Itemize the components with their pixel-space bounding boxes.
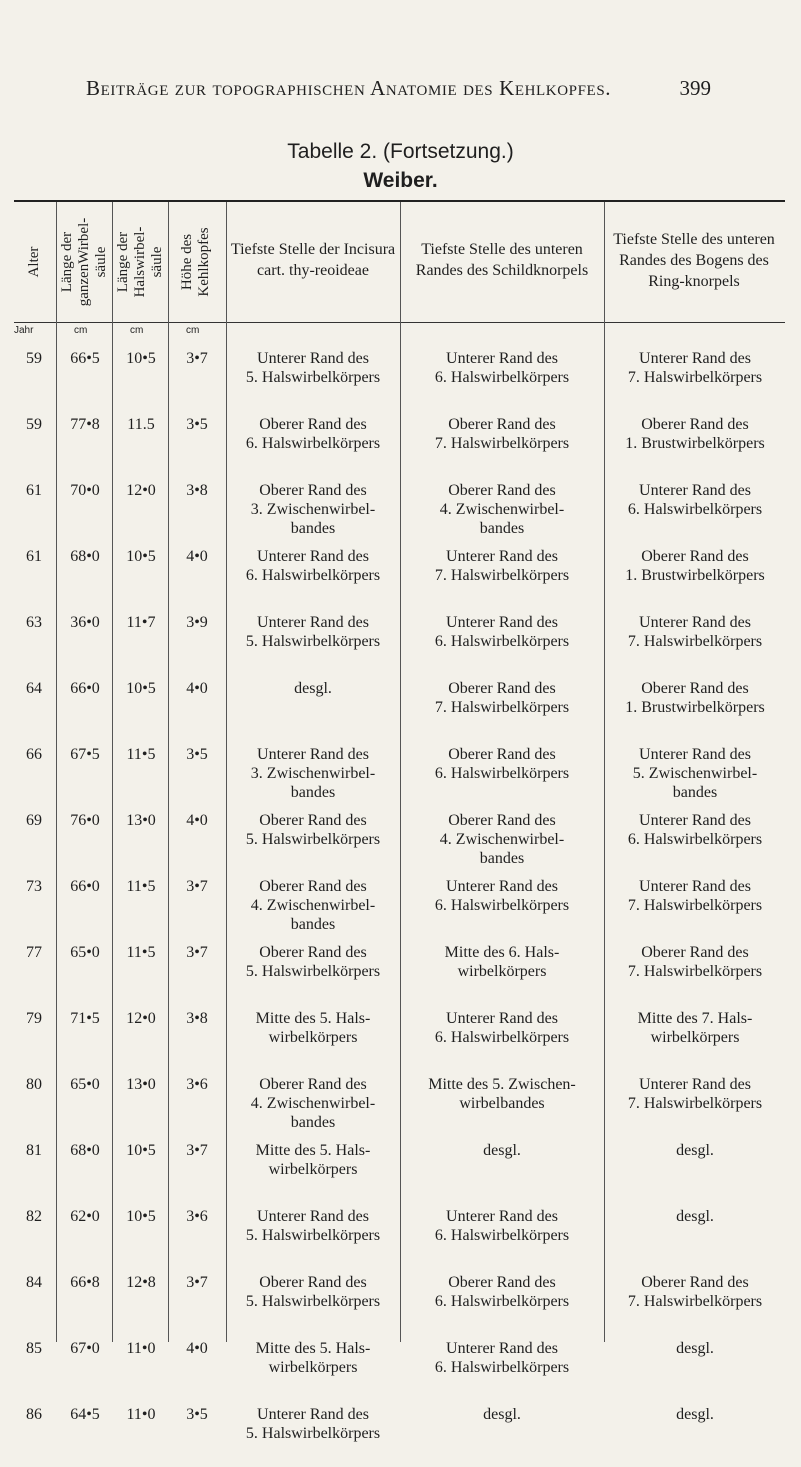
cell-hoehe-kehlkopf: 4•0 [186,812,208,829]
table-body [14,345,785,1467]
table-row [14,873,785,939]
cell-ringknorpel: Oberer Rand des 1. Brustwirbelkörpers [625,680,765,716]
cell-alter: 59 [26,350,42,367]
cell-schildknorpel: Unterer Rand des 6. Halswirbelkörpers [434,878,570,914]
page-number: 399 [679,76,711,100]
cell-alter: 63 [26,614,42,631]
cell-alter: 61 [26,482,42,499]
table-row [14,939,785,1005]
cell-laenge-halswirbelsaeule: 10•5 [126,1208,156,1225]
cell-ringknorpel: Unterer Rand des 6. Halswirbelkörpers [627,482,763,518]
cell-alter: 73 [26,878,42,895]
cell-schildknorpel: Unterer Rand des 7. Halswirbelkörpers [434,548,570,584]
cell-hoehe-kehlkopf: 3•7 [186,944,208,961]
cell-laenge-halswirbelsaeule: 11•5 [126,944,156,961]
unit-hals: cm [130,325,144,336]
cell-incisura: Oberer Rand des 5. Halswirbelkörpers [245,1274,381,1310]
cell-laenge-halswirbelsaeule: 12•0 [126,482,156,499]
cell-schildknorpel: desgl. [483,1142,521,1159]
cell-alter: 59 [26,416,42,433]
cell-incisura: Unterer Rand des 5. Halswirbelkörpers [245,350,381,386]
cell-alter: 77 [26,944,42,961]
cell-ringknorpel: Oberer Rand des 1. Brustwirbelkörpers [625,416,765,452]
cell-laenge-halswirbelsaeule: 10•5 [126,350,156,367]
cell-alter: 66 [26,746,42,763]
cell-incisura: Mitte des 5. Hals- wirbelkörpers [255,1340,371,1376]
unit-alter: Jahr [14,325,34,336]
cell-schildknorpel: Oberer Rand des 6. Halswirbelkörpers [434,746,570,782]
table-row [14,1401,785,1467]
cell-incisura: Unterer Rand des 5. Halswirbelkörpers [245,1208,381,1244]
cell-laenge-halswirbelsaeule: 11•0 [126,1406,156,1423]
cell-ringknorpel: Unterer Rand des 7. Halswirbelkörpers [627,878,763,914]
cell-schildknorpel: Unterer Rand des 6. Halswirbelkörpers [434,614,570,650]
cell-schildknorpel: Oberer Rand des 4. Zwischenwirbel- bandes [439,482,565,537]
cell-incisura: Unterer Rand des 6. Halswirbelkörpers [245,548,381,584]
table-row [14,1269,785,1335]
unit-kehl: cm [186,325,200,336]
cell-laenge-halswirbelsaeule: 11•5 [126,878,156,895]
cell-incisura: Unterer Rand des 5. Halswirbelkörpers [245,614,381,650]
table-row [14,1203,785,1269]
cell-laenge-halswirbelsaeule: 11.5 [127,416,155,433]
cell-schildknorpel: Oberer Rand des 7. Halswirbelkörpers [434,680,570,716]
cell-incisura: Oberer Rand des 4. Zwischenwirbel- bandes [250,1076,376,1131]
cell-ringknorpel: desgl. [676,1142,714,1159]
cell-schildknorpel: desgl. [483,1406,521,1423]
cell-schildknorpel: Mitte des 6. Hals- wirbelkörpers [444,944,560,980]
cell-hoehe-kehlkopf: 3•8 [186,1010,208,1027]
cell-hoehe-kehlkopf: 3•5 [186,1406,208,1423]
cell-incisura: Oberer Rand des 3. Zwischenwirbel- bandes [250,482,376,537]
header-laenge-halswirbelsaeule: Länge der Halswirbel- säule [114,226,165,298]
cell-schildknorpel: Oberer Rand des 7. Halswirbelkörpers [434,416,570,452]
table-row [14,1335,785,1401]
cell-incisura: Unterer Rand des 3. Zwischenwirbel- bandes [250,746,376,801]
cell-laenge-halswirbelsaeule: 11•7 [126,614,156,631]
cell-hoehe-kehlkopf: 4•0 [186,548,208,565]
cell-hoehe-kehlkopf: 3•7 [186,350,208,367]
cell-laenge-wirbelsaeule: 71•5 [70,1010,100,1027]
cell-ringknorpel: desgl. [676,1340,714,1357]
cell-ringknorpel: Unterer Rand des 5. Zwischenwirbel- bandes [632,746,758,801]
cell-incisura: Oberer Rand des 5. Halswirbelkörpers [245,812,381,848]
cell-laenge-wirbelsaeule: 68•0 [70,548,100,565]
unit-wirbel: cm [74,325,88,336]
header-ringknorpel: Tiefste Stelle des unteren Randes des Bogens des Ring-knorpels [613,230,775,290]
cell-laenge-wirbelsaeule: 68•0 [70,1142,100,1159]
cell-laenge-halswirbelsaeule: 10•5 [126,680,156,697]
cell-hoehe-kehlkopf: 4•0 [186,680,208,697]
header-hoehe-kehlkopf: Höhe des Kehlkopfes [179,227,212,297]
cell-ringknorpel: Unterer Rand des 6. Halswirbelkörpers [627,812,763,848]
table-row [14,609,785,675]
cell-schildknorpel: Unterer Rand des 6. Halswirbelkörpers [434,350,570,386]
cell-laenge-halswirbelsaeule: 10•5 [126,1142,156,1159]
cell-laenge-halswirbelsaeule: 12•8 [126,1274,156,1291]
cell-schildknorpel: Oberer Rand des 4. Zwischenwirbel- bandes [439,812,565,867]
cell-hoehe-kehlkopf: 3•5 [186,416,208,433]
table-row [14,1071,785,1137]
cell-ringknorpel: Oberer Rand des 7. Halswirbelkörpers [627,944,763,980]
cell-incisura: Oberer Rand des 4. Zwischenwirbel- bandes [250,878,376,933]
cell-ringknorpel: Oberer Rand des 7. Halswirbelkörpers [627,1274,763,1310]
cell-alter: 86 [26,1406,42,1423]
cell-schildknorpel: Unterer Rand des 6. Halswirbelkörpers [434,1340,570,1376]
cell-incisura: Unterer Rand des 5. Halswirbelkörpers [245,1406,381,1442]
cell-laenge-wirbelsaeule: 76•0 [70,812,100,829]
cell-alter: 85 [26,1340,42,1357]
table-row [14,543,785,609]
header-schildknorpel: Tiefste Stelle des unteren Randes des Schildknorpels [415,241,589,279]
cell-hoehe-kehlkopf: 3•9 [186,614,208,631]
cell-ringknorpel: desgl. [676,1208,714,1225]
cell-schildknorpel: Oberer Rand des 6. Halswirbelkörpers [434,1274,570,1310]
cell-laenge-wirbelsaeule: 65•0 [70,944,100,961]
cell-laenge-halswirbelsaeule: 13•0 [126,812,156,829]
cell-hoehe-kehlkopf: 4•0 [186,1340,208,1357]
cell-alter: 82 [26,1208,42,1225]
cell-alter: 61 [26,548,42,565]
table-row [14,807,785,873]
cell-laenge-wirbelsaeule: 62•0 [70,1208,100,1225]
header-laenge-wirbelsaeule: Länge der ganzenWirbel- säule [58,217,109,307]
cell-laenge-wirbelsaeule: 66•0 [70,878,100,895]
cell-alter: 81 [26,1142,42,1159]
cell-schildknorpel: Unterer Rand des 6. Halswirbelkörpers [434,1208,570,1244]
running-head [0,76,801,106]
cell-alter: 80 [26,1076,42,1093]
table-row [14,411,785,477]
cell-ringknorpel: desgl. [676,1406,714,1423]
header-alter: Alter [25,246,42,278]
cell-laenge-wirbelsaeule: 70•0 [70,482,100,499]
table-subcaption: Weiber. [363,169,438,192]
cell-ringknorpel: Unterer Rand des 7. Halswirbelkörpers [627,1076,763,1112]
cell-ringknorpel: Oberer Rand des 1. Brustwirbelkörpers [625,548,765,584]
cell-incisura: desgl. [294,680,332,697]
cell-laenge-wirbelsaeule: 64•5 [70,1406,100,1423]
cell-laenge-wirbelsaeule: 77•8 [70,416,100,433]
cell-laenge-wirbelsaeule: 67•0 [70,1340,100,1357]
header-incisura: Tiefste Stelle der Incisura cart. thy-reoideae [230,241,396,279]
cell-laenge-halswirbelsaeule: 11•5 [126,746,156,763]
cell-incisura: Mitte des 5. Hals- wirbelkörpers [255,1142,371,1178]
cell-incisura: Oberer Rand des 5. Halswirbelkörpers [245,944,381,980]
table-caption: Tabelle 2. (Fortsetzung.) [287,140,514,163]
cell-hoehe-kehlkopf: 3•7 [186,1142,208,1159]
table-row [14,1005,785,1071]
table-row [14,1137,785,1203]
cell-laenge-wirbelsaeule: 66•5 [70,350,100,367]
cell-ringknorpel: Mitte des 7. Hals- wirbelkörpers [637,1010,753,1046]
cell-ringknorpel: Unterer Rand des 7. Halswirbelkörpers [627,350,763,386]
cell-laenge-halswirbelsaeule: 12•0 [126,1010,156,1027]
cell-laenge-wirbelsaeule: 66•8 [70,1274,100,1291]
cell-alter: 64 [26,680,42,697]
cell-schildknorpel: Mitte des 5. Zwischen- wirbelbandes [428,1076,576,1112]
running-title: Beiträge zur topographischen Anatomie des Kehlkopfes. [86,76,612,100]
cell-laenge-wirbelsaeule: 36•0 [70,614,100,631]
cell-laenge-wirbelsaeule: 65•0 [70,1076,100,1093]
cell-hoehe-kehlkopf: 3•5 [186,746,208,763]
cell-incisura: Oberer Rand des 6. Halswirbelkörpers [245,416,381,452]
cell-schildknorpel: Unterer Rand des 6. Halswirbelkörpers [434,1010,570,1046]
cell-alter: 84 [26,1274,42,1291]
cell-laenge-halswirbelsaeule: 10•5 [126,548,156,565]
cell-hoehe-kehlkopf: 3•7 [186,1274,208,1291]
table-row [14,477,785,543]
table-row [14,675,785,741]
cell-alter: 79 [26,1010,42,1027]
cell-incisura: Mitte des 5. Hals- wirbelkörpers [255,1010,371,1046]
cell-laenge-wirbelsaeule: 66•0 [70,680,100,697]
cell-alter: 69 [26,812,42,829]
cell-hoehe-kehlkopf: 3•6 [186,1208,208,1225]
cell-laenge-wirbelsaeule: 67•5 [70,746,100,763]
cell-hoehe-kehlkopf: 3•8 [186,482,208,499]
cell-hoehe-kehlkopf: 3•7 [186,878,208,895]
cell-laenge-halswirbelsaeule: 13•0 [126,1076,156,1093]
cell-ringknorpel: Unterer Rand des 7. Halswirbelkörpers [627,614,763,650]
cell-laenge-halswirbelsaeule: 11•0 [126,1340,156,1357]
cell-hoehe-kehlkopf: 3•6 [186,1076,208,1093]
table-row [14,741,785,807]
table-row [14,345,785,411]
